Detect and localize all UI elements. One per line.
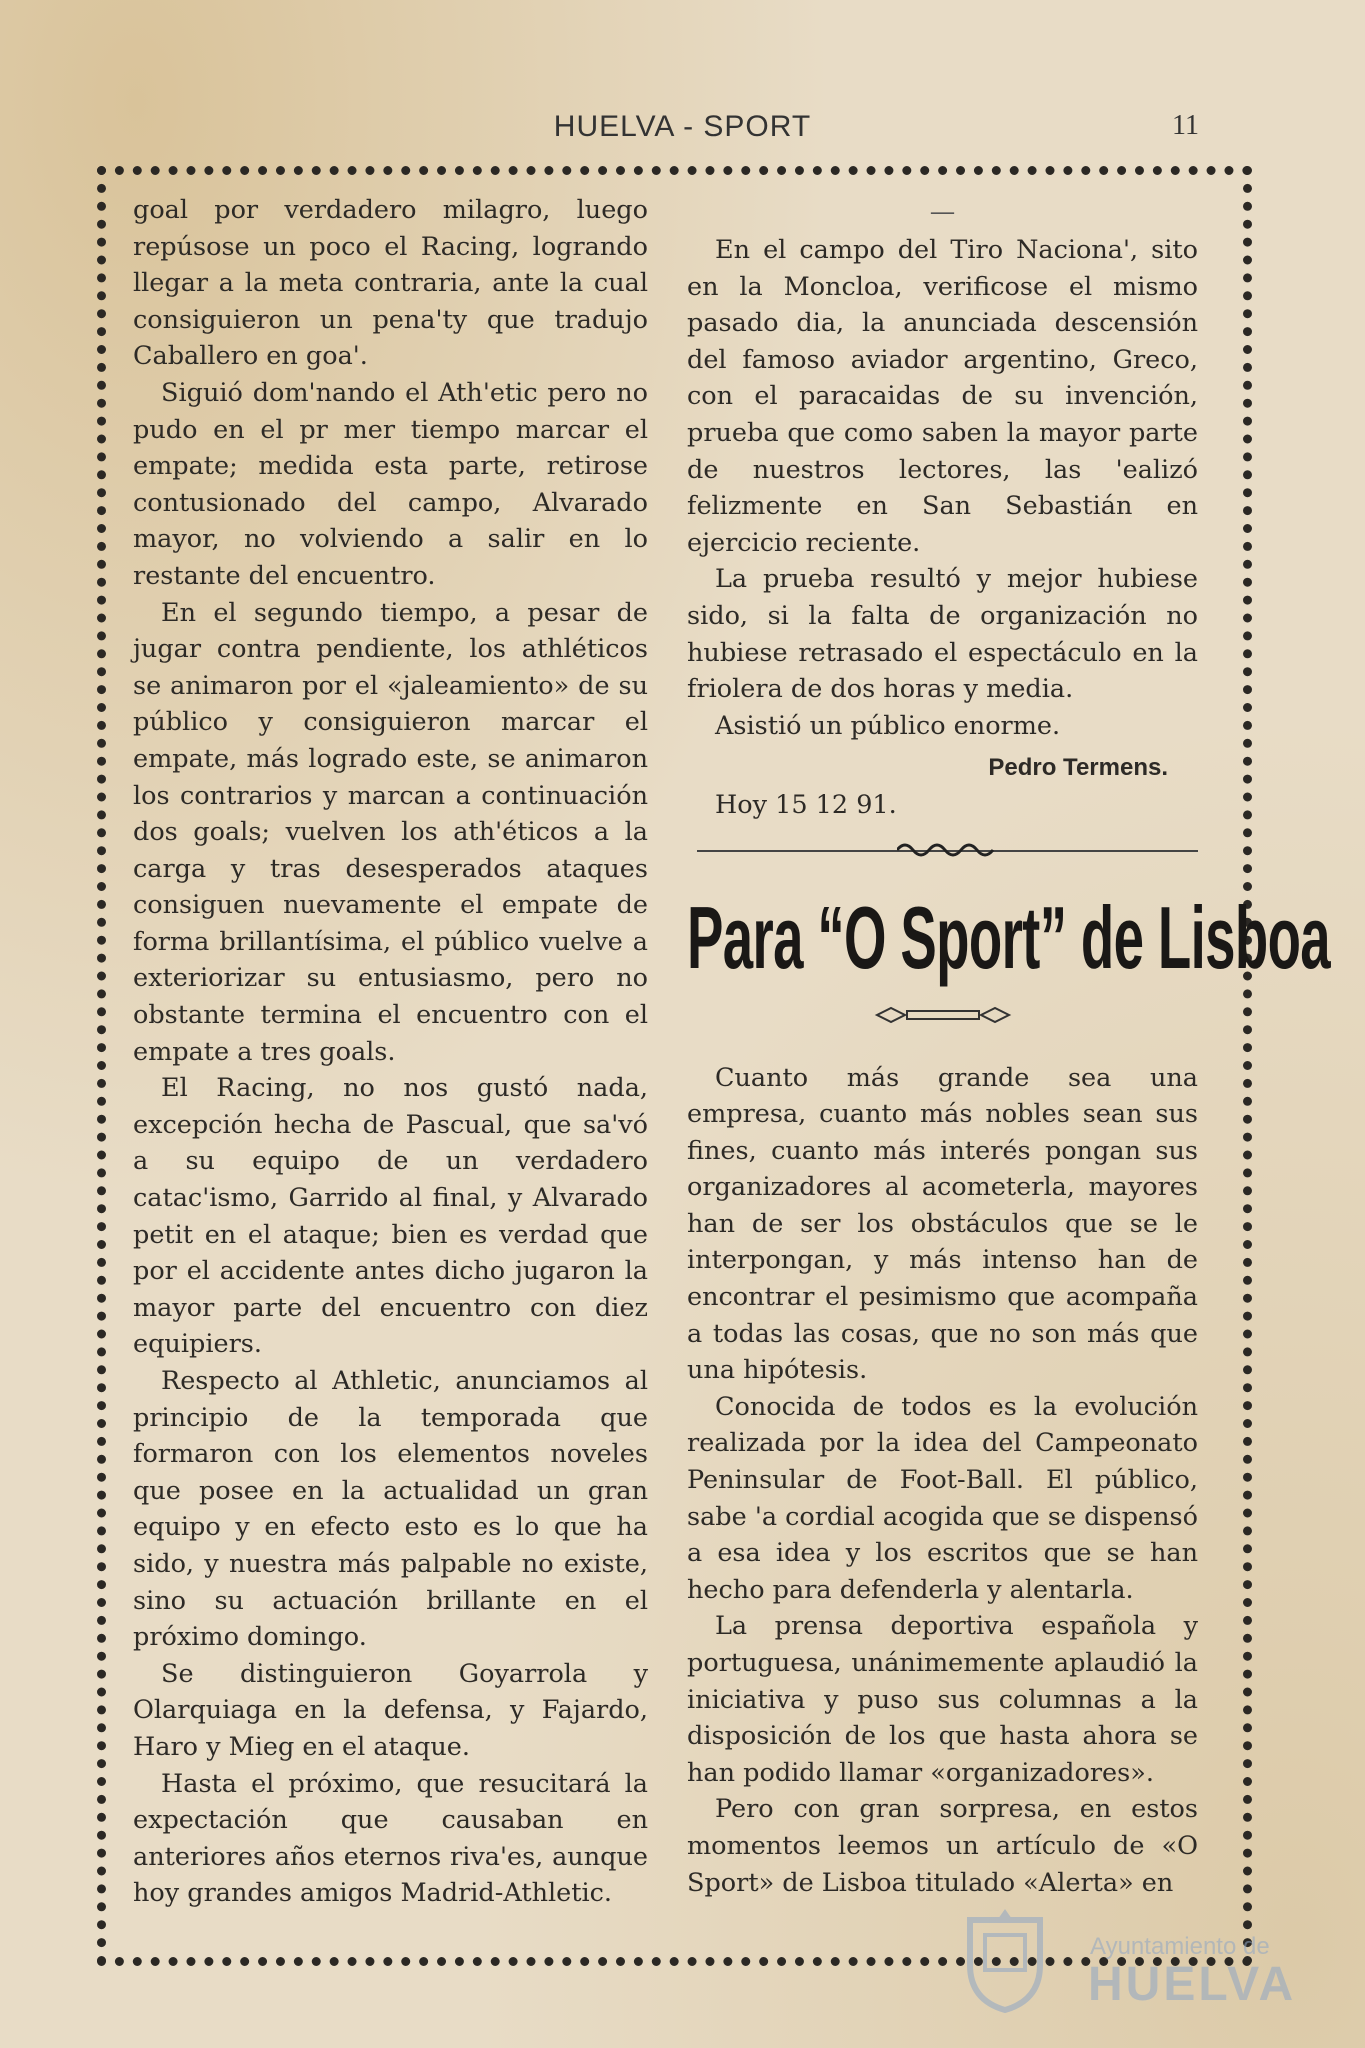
paragraph: Pero con gran sorpresa, en estos momentos leemos un artículo de «O Sport» de Lisboa titulado «Alerta» en [687, 1794, 1198, 1898]
paragraph: La prueba resultó y mejor hubiese sido, si la falta de organización no hubiese retrasado el espectáculo en la friolera de dos horas y media. [687, 564, 1198, 705]
section-divider [687, 832, 1198, 872]
paragraph: Hasta el próximo, que resucitará la expectación que causaban en anteriores años eternos riva'es, aunque hoy grandes amigos Madrid-Athletic. [133, 1768, 648, 1909]
paragraph: En el campo del Tiro Naciona', sito en la Moncloa, verificose el mismo pasado dia, la anunciada descensión del famoso aviador argentino, Greco, con el paracaidas de su invención, prueba que como saben la mayor parte de nuestros lectores, las 'ealizó felizmente en San Sebastián en ejercicio reciente. [687, 235, 1198, 558]
right-column [687, 192, 1331, 1901]
watermark-line1: Ayuntamiento de [1090, 1933, 1270, 1960]
paragraph: Conocida de todos es la evolución realizada por la idea del Campeonato Peninsular de Foot-Ball. El público, sabe 'a cordial acogida que se dispensó a esa idea y los escritos que se han hecho para defenderla y alentarla. [687, 1391, 1198, 1605]
publication-title: HUELVA - SPORT [553, 110, 812, 143]
paragraph: Siguió dom'nando el Ath'etic pero no pudo en el pr mer tiempo marcar el empate; medida esta parte, retirose contusionado del campo, Alvarado mayor, no volviendo a salir en lo restante del encuentro. [133, 377, 648, 591]
watermark [960, 1905, 1297, 2015]
paragraph: Se distinguieron Goyarrola y Olarquiaga en la defensa, y Fajardo, Haro y Mieg en el ataque. [133, 1658, 648, 1762]
paragraph: Respecto al Athletic, anunciamos al principio de la temporada que formaron con los elementos noveles que posee en la actualidad un gran equipo y en efecto esto es lo que ha sido, y nuestra más palpable no existe, sino su actuación brillante en el próximo domingo. [133, 1366, 648, 1653]
article-title: Para “O Sport” de Lisboa [687, 887, 1331, 987]
watermark-line2: HUELVA [1088, 1958, 1297, 2011]
page-header [0, 110, 1365, 150]
ornament-divider-icon [873, 1004, 1013, 1026]
ornament-divider-icon [687, 1000, 1198, 1040]
dateline: Hoy 15 12 91. [715, 789, 897, 820]
paragraph: Cuanto más grande sea una empresa, cuanto más nobles sean sus fines, cuanto más interés pongan sus organizadores al acometerla, mayores han de ser los obstáculos que se le interpongan, y más intenso han de encontrar el pesimismo que acompaña a todas las cosas, que no son más que una hipótesis. [687, 1062, 1198, 1386]
paragraph: El Racing, no nos gustó nada, excepción hecha de Pascual, que sa'vó a su equipo de un verdadero catac'ismo, Garrido al final, y Alvarado petit en el ataque; bien es verdad que por el accidente antes dicho jugaron la mayor parte del encuentro con diez equipiers. [133, 1073, 648, 1360]
paragraph: En el segundo tiempo, a pesar de jugar contra pendiente, los athléticos se animaron por el «jaleamiento» de su público y consiguieron marcar el empate, más logrado este, se animaron los contrarios y marcan a continuación dos goals; vuelven los ath'éticos a la carga y tras desesperados ataques consiguen nuevamente el empate de forma brillantísima, el público vuelve a exteriorizar su entusiasmo, pero no obstante termina el encuentro con el empate a tres goals. [133, 597, 648, 1067]
page-number: 11 [1172, 110, 1199, 141]
paragraph: goal por verdadero milagro, luego repúsose un poco el Racing, logrando llegar a la meta contraria, ante la cual consiguieron un pena'ty que tradujo Caballero en goa'. [133, 195, 648, 372]
left-column [133, 192, 648, 1912]
divider-wave-icon [897, 836, 997, 860]
coat-of-arms-icon [960, 1905, 1050, 2015]
paragraph: La prensa deportiva española y portuguesa, unánimemente aplaudió la iniciativa y puso sus columnas a la disposición de los que hasta ahora se han podido llamar «organizadores». [687, 1611, 1198, 1788]
paragraph: Asistió un público enorme. [715, 710, 1061, 741]
author-signature: Pedro Termens. [988, 754, 1168, 782]
section-dash: — [929, 197, 956, 227]
